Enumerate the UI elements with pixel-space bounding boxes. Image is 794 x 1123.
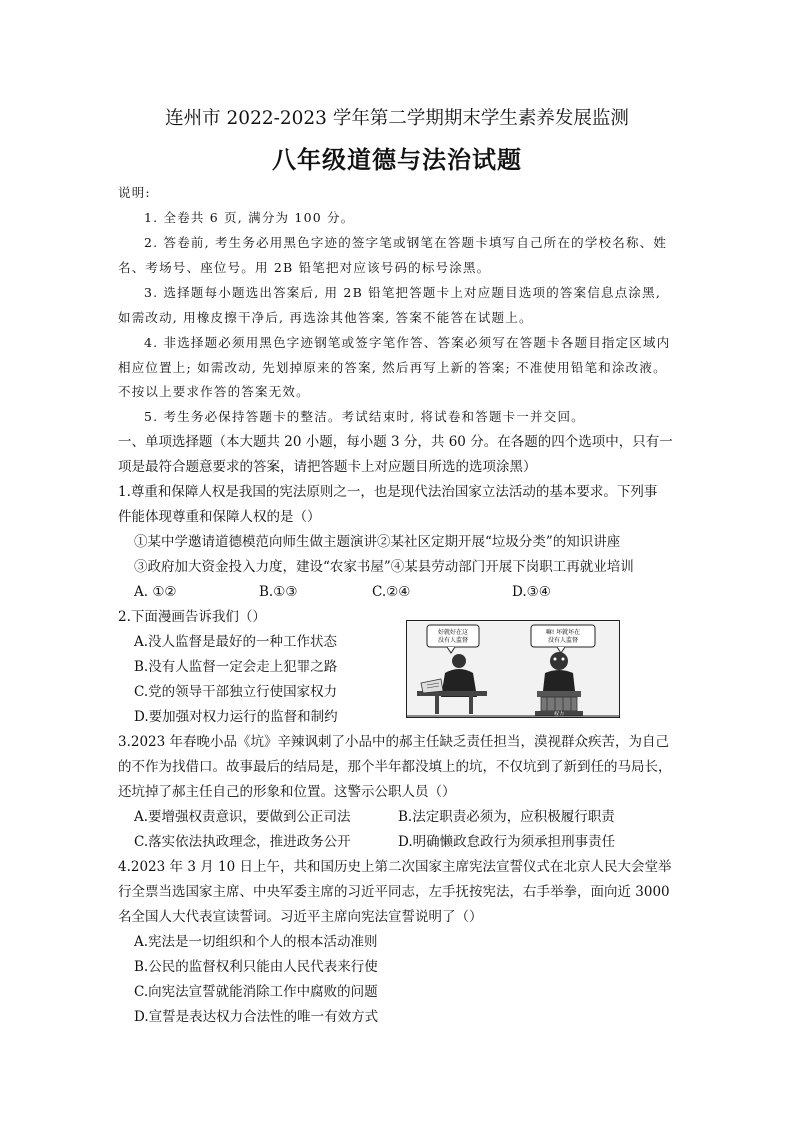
option-d: D.明确懒政怠政行为须承担刑事责任 [398,834,616,850]
bubble-right-line: 嘛! 坏就坏在 [545,629,581,636]
section-heading: 项是最符合题意要求的答案，请把答题卡上对应题目所选的选项涂黑） [118,459,537,475]
option-a: A.没人监督是最好的一种工作状态 [134,634,338,650]
question-stem: 还坑掉了郝主任自己的形象和位置。这警示公职人员（） [118,784,456,800]
option-c: C.向宪法宣誓就能消除工作中腐败的问题 [134,984,378,1000]
option-b: B.法定职责必须为，应积极履行职责 [398,809,615,825]
pedestal-label: 权力 [553,711,565,717]
cartoon-drawing [407,621,619,717]
exam-header-title: 连州市 2022-2023 学年第二学期期末学生素养发展监测 [165,108,629,129]
option-a: A. ①② [134,584,177,600]
section-heading: 一、单项选择题（本大题共 20 小题，每小题 3 分，共 60 分。在各题的四个选项中，只有一 [118,434,673,450]
option-b: B.①③ [259,584,298,600]
option-a: A.宪法是一切组织和个人的根本活动准则 [134,934,378,950]
question-stem: 3.2023 年春晚小品《坑》辛辣讽刺了小品中的郝主任缺乏责任担当，漠视群众疾苦，为自己 [118,734,670,750]
question-stem: 1.尊重和保障人权是我国的宪法原则之一，也是现代法治国家立法活动的基本要求。下列事 [118,484,658,500]
option-c: C.党的领导干部独立行使国家权力 [134,684,338,700]
option-d: D.③④ [512,584,551,600]
question-stem: 2.下面漫画告诉我们（） [118,609,266,625]
instruction-line: 不按以上要求作答的答案无效。 [118,384,310,399]
instruction-line: 如需改动, 用橡皮擦干净后, 再选涂其他答案, 答案不能答在试题上。 [118,310,533,325]
question-stem: 名全国人大代表宣读誓词。习近平主席向宪法宣誓说明了（） [118,909,483,925]
instruction-line: 相应位置上; 如需改动, 先划掉原来的答案, 然后再写上新的答案; 不准使用铅笔和涂改液。 [118,360,667,375]
question-stem: 4.2023 年 3 月 10 日上午，共和国历史上第二次国家主席宪法宣誓仪式在北京人民大会堂举 [118,859,672,875]
question-stem: 的不作为找借口。故事最后的结局是，那个半年都没填上的坑，不仅坑到了新到任的马局长， [118,759,672,775]
instruction-line: 3. 选择题每小题选出答案后, 用 2B 铅笔把答题卡上对应题目选项的答案信息点涂黑, [144,285,662,300]
question-stem: 行全票当选国家主席、中央军委主席的习近平同志，左手抚按宪法，右手举拳，面向近 3000 [118,884,670,900]
option-b: B.公民的监督权利只能由人民代表来行使 [134,959,378,975]
instruction-line: 1. 全卷共 6 页, 满分为 100 分。 [144,210,355,225]
option-b: B.没有人监督一定会走上犯罪之路 [134,659,338,675]
question-stem: 件能体现尊重和保障人权的是（） [118,509,321,525]
cartoon-illustration [406,620,620,718]
exam-subject-title: 八年级道德与法治试题 [272,146,522,174]
bubble-right-line: 没有人监督 [547,637,579,644]
option-a: A.要增强权责意识，要做到公正司法 [134,809,351,825]
option-c: C.②④ [372,584,411,600]
instruction-line: 4. 非选择题必须用黑色字迹钢笔或签字笔作答、答案必须写在答题卡各题目指定区域内 [144,335,671,350]
option-c: C.落实依法执政理念，推进政务公开 [134,834,351,850]
instruction-line: 名、考场号、座位号。用 2B 铅笔把对应该号码的标号涂黑。 [118,260,491,275]
instructions-label: 说明: [118,185,151,200]
question-item: ①某中学邀请道德模范向师生做主题演讲②某社区定期开展“垃圾分类”的知识讲座 [134,534,621,550]
instruction-line: 2. 答卷前, 考生务必用黑色字迹的签字笔或钢笔在答题卡填写自己所在的学校名称、姓 [144,235,668,250]
question-item: ③政府加大资金投入力度，建设“农家书屋”④某县劳动部门开展下岗职工再就业培训 [134,559,634,575]
bubble-left-line: 好就好在这 [437,629,469,636]
bubble-left-line: 没有人监督 [437,637,469,644]
option-d: D.宣誓是表达权力合法性的唯一有效方式 [134,1009,379,1025]
option-d: D.要加强对权力运行的监督和制约 [134,709,338,725]
instruction-line: 5. 考生务必保持答题卡的整洁。考试结束时, 将试卷和答题卡一并交回。 [144,409,585,424]
